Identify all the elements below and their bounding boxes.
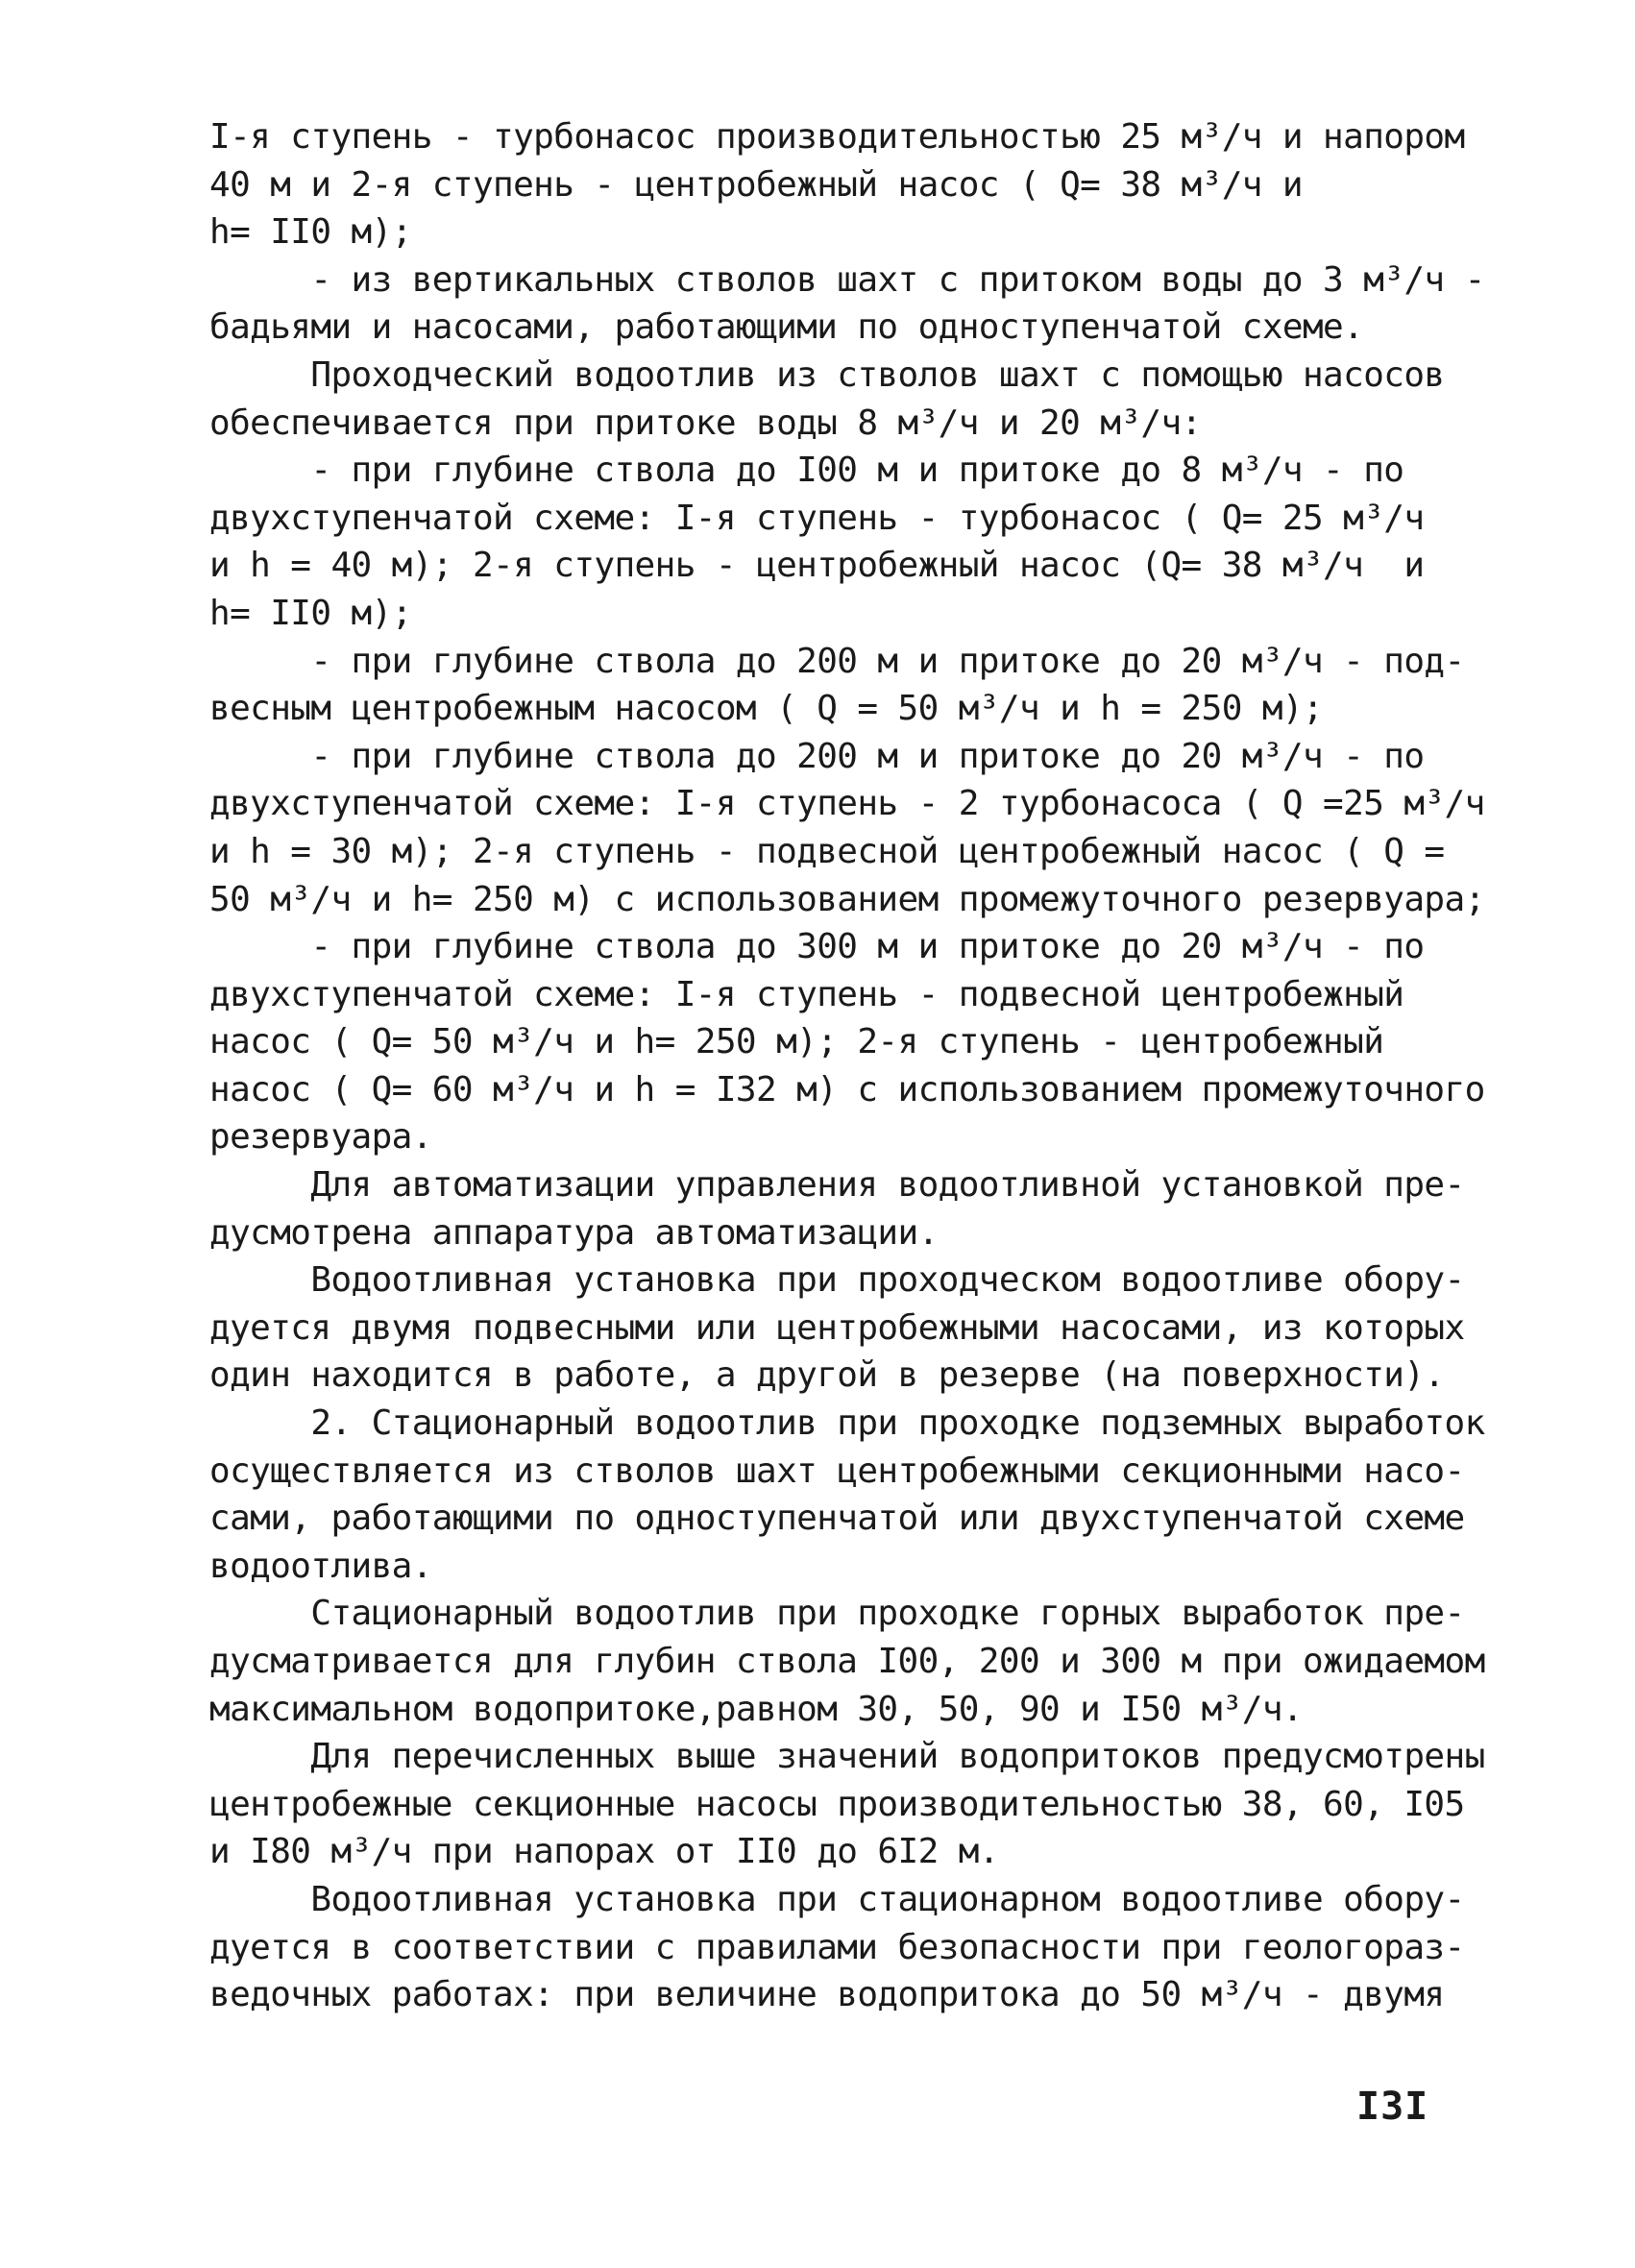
text-line: - при глубине ствола до 200 м и притоке до 20 м³/ч - под-	[209, 641, 1465, 681]
text-line: h= II0 м);	[209, 212, 412, 253]
text-line: насос ( Q= 60 м³/ч и h = I32 м) с использованием промежуточного	[209, 1069, 1485, 1110]
text-line: двухступенчатой схеме: I-я ступень - подвесной центробежный	[209, 974, 1404, 1014]
text-line: дусмотрена аппаратура автоматизации.	[209, 1212, 939, 1253]
text-line: - из вертикальных стволов шахт с притоком воды до 3 м³/ч -	[209, 259, 1485, 300]
text-line: Для перечисленных выше значений водопритоков предусмотрены	[209, 1737, 1485, 1777]
text-line: ведочных работах: при величине водопритока до 50 м³/ч - двумя	[209, 1975, 1445, 2015]
text-line: сами, работающими по одноступенчатой или двухступенчатой схеме	[209, 1499, 1465, 1539]
text-line: весным центробежным насосом ( Q = 50 м³/ч и h = 250 м);	[209, 689, 1324, 729]
text-line: 50 м³/ч и h= 250 м) с использованием промежуточного резервуара;	[209, 879, 1485, 919]
page-number: I3I	[1356, 2085, 1429, 2129]
text-line: I-я ступень - турбонасос производительностью 25 м³/ч и напором	[209, 117, 1465, 157]
text-line: дусматривается для глубин ствола I00, 200 и 300 м при ожидаемом	[209, 1642, 1485, 1681]
text-line: центробежные секционные насосы производительностью 38, 60, I05	[209, 1784, 1465, 1824]
text-line: водоотлива.	[209, 1546, 432, 1586]
text-line: 2. Стационарный водоотлив при проходке подземных выработок	[209, 1403, 1485, 1444]
text-line: и h = 40 м); 2-я ступень - центробежный насос (Q= 38 м³/ч и	[209, 546, 1425, 586]
text-line: h= II0 м);	[209, 593, 412, 633]
text-line: максимальном водопритоке,равном 30, 50, 90 и I50 м³/ч.	[209, 1689, 1303, 1729]
text-line: двухступенчатой схеме: I-я ступень - 2 турбонасоса ( Q =25 м³/ч	[209, 784, 1485, 824]
text-line: - при глубине ствола до 300 м и притоке до 20 м³/ч - по	[209, 927, 1425, 967]
text-line: насос ( Q= 50 м³/ч и h= 250 м); 2-я ступень - центробежный	[209, 1022, 1384, 1062]
text-line: двухступенчатой схеме: I-я ступень - турбонасос ( Q= 25 м³/ч	[209, 498, 1425, 538]
text-line: дуется двумя подвесными или центробежными насосами, из которых	[209, 1307, 1465, 1348]
text-line: Для автоматизации управления водоотливной установкой пре-	[209, 1165, 1465, 1206]
text-line: Водоотливная установка при проходческом водоотливе обору-	[209, 1260, 1465, 1301]
text-line: и h = 30 м); 2-я ступень - подвесной центробежный насос ( Q =	[209, 831, 1445, 871]
text-line: обеспечивается при притоке воды 8 м³/ч и 20 м³/ч:	[209, 402, 1202, 443]
text-line: - при глубине ствола до 200 м и притоке до 20 м³/ч - по	[209, 736, 1425, 776]
text-line: и I80 м³/ч при напорах от II0 до 6I2 м.	[209, 1832, 999, 1872]
text-line: бадьями и насосами, работающими по одноступенчатой схеме.	[209, 307, 1364, 348]
text-line: Водоотливная установка при стационарном водоотливе обору-	[209, 1879, 1465, 1919]
text-line: 40 м и 2-я ступень - центробежный насос ( Q= 38 м³/ч и	[209, 164, 1303, 205]
text-line: Проходческий водоотлив из стволов шахт с помощью насосов	[209, 354, 1445, 395]
text-line: осуществляется из стволов шахт центробежными секционными насо-	[209, 1451, 1465, 1491]
text-line: один находится в работе, а другой в резерве (на поверхности).	[209, 1355, 1445, 1396]
text-line: резервуара.	[209, 1117, 432, 1158]
text-line: - при глубине ствола до I00 м и притоке до 8 м³/ч - по	[209, 451, 1404, 491]
body-text	[209, 113, 1485, 2019]
text-line: Стационарный водоотлив при проходке горных выработок пре-	[209, 1594, 1465, 1634]
text-line: дуется в соответствии с правилами безопасности при геологораз-	[209, 1927, 1465, 1967]
